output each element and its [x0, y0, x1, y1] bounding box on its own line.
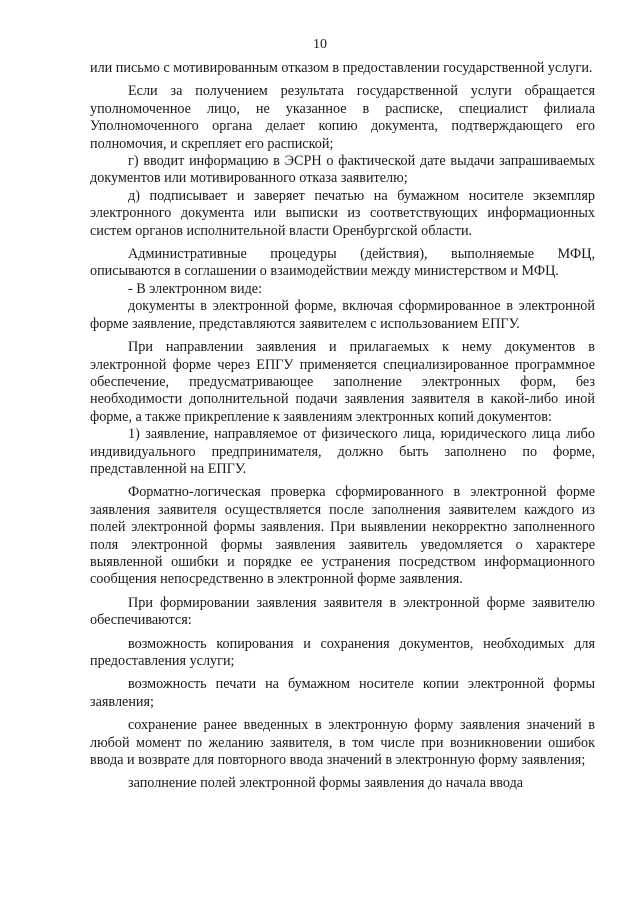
paragraph: При направлении заявления и прилагаемых к нему документов в электронной форме через ЕПГУ применяется специализированное программное обеспечение, предусматривающее заполнение электронных форм, без необходимости дополнительной подачи заявления заявителя в какой-либо иной форме, а также прикрепление к заявлениям электронных копий документов: [90, 339, 595, 425]
page-number: 10 [313, 37, 327, 52]
paragraph: или письмо с мотивированным отказом в предоставлении государственной услуги. [90, 60, 593, 76]
paragraph: Форматно-логическая проверка сформированного в электронной форме заявления заявителя осуществляется после заполнения заявителем каждого из полей электронной формы заявления. При выявлении некорректно заполненного поля электронной формы заявления заявитель уведомляется о характере выявленной ошибки и порядке ее устранения посредством информационного сообщения непосредственно в электронной форме заявления. [90, 484, 595, 588]
paragraph: 1) заявление, направляемое от физического лица, юридического лица либо индивидуального предпринимателя, должно быть заполнено по форме, представленной на ЕПГУ. [90, 426, 595, 477]
paragraph: При формировании заявления заявителя в электронной форме заявителю обеспечиваются: [90, 594, 595, 629]
document-body [90, 60, 595, 793]
paragraph: - В электронном виде: [128, 280, 263, 297]
paragraph: документы в электронной форме, включая сформированное в электронной форме заявление, представляются заявителем с использованием ЕПГУ. [90, 298, 595, 332]
paragraph: заполнение полей электронной формы заявления до начала ввода [128, 775, 524, 792]
paragraph: Если за получением результата государственной услуги обращается уполномоченное лицо, не указанное в расписке, специалист филиала Уполномоченного органа делает копию документа, подтверждающего его полномочия, и скрепляет его распиской; [90, 83, 595, 152]
paragraph: Административные процедуры (действия), выполняемые МФЦ, описываются в соглашении о взаимодействии между министерством и МФЦ. [90, 246, 595, 280]
paragraph: возможность печати на бумажном носителе копии электронной формы заявления; [90, 676, 595, 710]
paragraph: г) вводит информацию в ЭСРН о фактической дате выдачи запрашиваемых документов или мотивированного отказа заявителю; [90, 153, 595, 187]
paragraph: д) подписывает и заверяет печатью на бумажном носителе экземпляр электронного документа или выписки из соответствующих информационных систем органов исполнительной власти Оренбургской области. [90, 187, 595, 239]
paragraph: возможность копирования и сохранения документов, необходимых для предоставления услуги; [90, 635, 595, 669]
paragraph: сохранение ранее введенных в электронную форму заявления значений в любой момент по желанию заявителя, в том числе при возникновении ошибок ввода и возврате для повторного ввода значений в электронную форму заявления; [90, 717, 595, 769]
